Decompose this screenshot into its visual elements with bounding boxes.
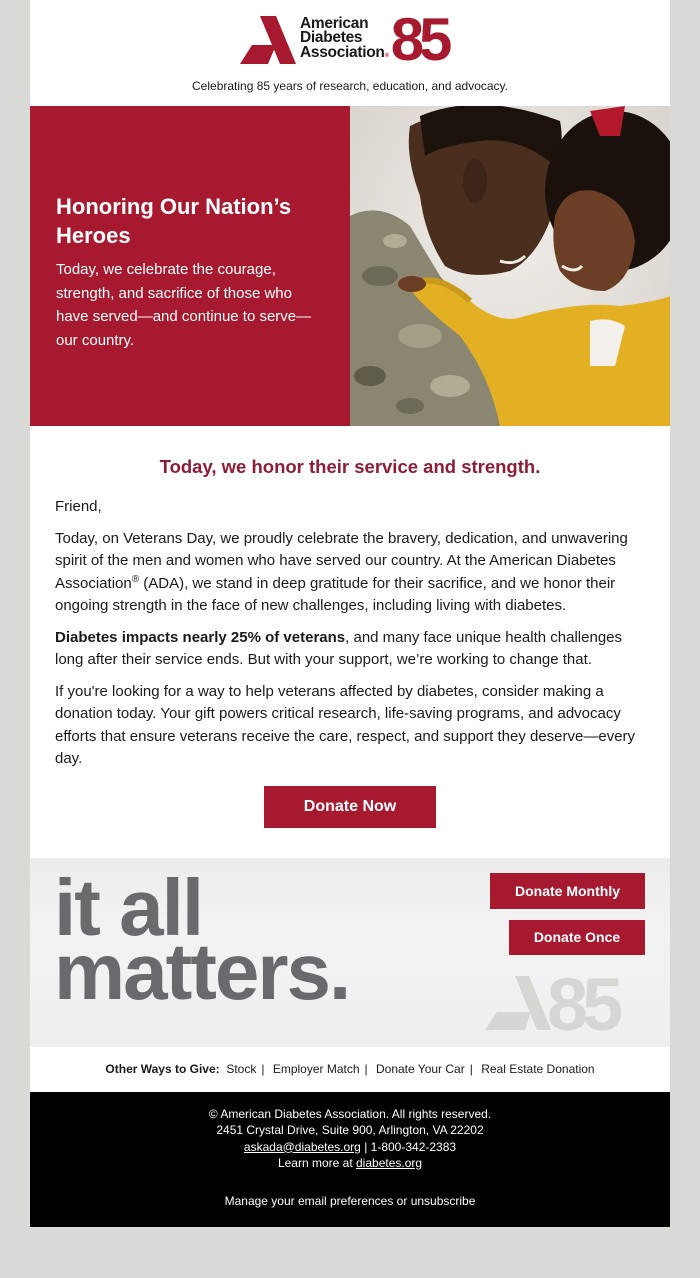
- other-ways-label: Other Ways to Give:: [105, 1061, 220, 1076]
- logo-line-diabetes: Diabetes: [300, 29, 363, 46]
- link-donate-your-car[interactable]: Donate Your Car: [375, 1061, 465, 1076]
- logo-wordmark: American Diabetes Association®: [300, 14, 389, 61]
- hero-photo-illustration: [350, 106, 670, 426]
- hero-section: [30, 106, 670, 426]
- email-body: [30, 426, 670, 858]
- learn-more-text: Learn more at: [277, 1156, 356, 1170]
- other-ways-to-give: [30, 1047, 670, 1092]
- email-header: [30, 0, 670, 106]
- separator: |: [364, 1061, 368, 1076]
- hero-photo-soldier-and-child: [350, 106, 670, 426]
- svg-text:85: 85: [547, 967, 618, 1038]
- banner-headline: [54, 862, 350, 1016]
- logo-line-association: Association: [300, 43, 385, 61]
- footer-email-link[interactable]: askada@diabetes.org: [243, 1139, 361, 1154]
- paragraph1-part-a: Today, on Veterans Day, we proudly celebrate the bravery, dedication, and unwavering spirit of the men and women who have served our country. At the American Diabetes Association: [55, 529, 628, 592]
- logo-85-anniversary: 85: [390, 6, 448, 73]
- logo-line-american: American: [300, 14, 369, 32]
- header-tagline: Celebrating 85 years of research, education, and advocacy.: [192, 79, 508, 93]
- ada-triangle-logo-icon: [240, 16, 296, 64]
- body-subhead: Today, we honor their service and strength.: [159, 456, 541, 477]
- separator: |: [360, 1139, 371, 1154]
- paragraph-diabetes-impact: [55, 627, 645, 672]
- cta-wrapper: [55, 780, 645, 858]
- paragraph2-rest: , and many face unique health challenges long after their service ends. But with your support, we’re working to change that.: [55, 628, 623, 668]
- ada-85-logo[interactable]: [240, 6, 465, 73]
- paragraph2-bold: Diabetes impacts nearly 25% of veterans: [55, 628, 346, 646]
- diabetes-org-link[interactable]: diabetes.org: [356, 1156, 423, 1170]
- hero-title: Honoring Our Nation’s Heroes: [56, 194, 292, 248]
- paragraph-donation-appeal: If you're looking for a way to help veterans affected by diabetes, consider making a donation today. Your gift powers critical research, life-saving programs, and advocacy efforts that ensure veterans receive the care, respect, and support they deserve—every day.: [55, 682, 636, 767]
- banner-line-2: matters.: [54, 926, 350, 1016]
- email-footer: [30, 1092, 670, 1227]
- footer-copyright: © American Diabetes Association. All rights reserved.: [208, 1106, 492, 1121]
- banner-line-1: it all: [54, 862, 203, 952]
- email-container: [30, 0, 670, 1227]
- footer-phone: 1-800-342-2383: [370, 1139, 457, 1154]
- separator: |: [469, 1061, 473, 1076]
- hero-description: Today, we celebrate the courage, strength, and sacrifice of those who have served—and continue to serve—our country.: [56, 261, 312, 349]
- link-employer-match[interactable]: Employer Match: [272, 1061, 360, 1076]
- footer-learn-more: [30, 1155, 670, 1172]
- footer-address: 2451 Crystal Drive, Suite 900, Arlington, VA 22202: [216, 1123, 484, 1137]
- greeting: Friend,: [55, 498, 102, 515]
- hero-text-panel: [30, 106, 350, 426]
- link-stock[interactable]: Stock: [226, 1061, 257, 1076]
- donate-now-button[interactable]: Donate Now: [264, 786, 436, 828]
- registered-mark: ®: [131, 573, 140, 585]
- manage-preferences-link[interactable]: Manage your email preferences or unsubscribe: [224, 1193, 476, 1208]
- donate-monthly-button[interactable]: Donate Monthly: [490, 873, 645, 909]
- donate-once-button[interactable]: Donate Once: [509, 920, 645, 955]
- ada-85-watermark-icon: [485, 968, 645, 1038]
- separator: |: [261, 1061, 265, 1076]
- paragraph1-part-b: (ADA), we stand in deep gratitude for their sacrifice, and we honor their ongoing strength in the face of new challenges, including living with diabetes.: [55, 574, 616, 614]
- footer-contact: [30, 1139, 670, 1156]
- it-all-matters-banner: [30, 858, 670, 1047]
- link-real-estate-donation[interactable]: Real Estate Donation: [481, 1061, 595, 1076]
- paragraph-veterans-day: [55, 528, 645, 618]
